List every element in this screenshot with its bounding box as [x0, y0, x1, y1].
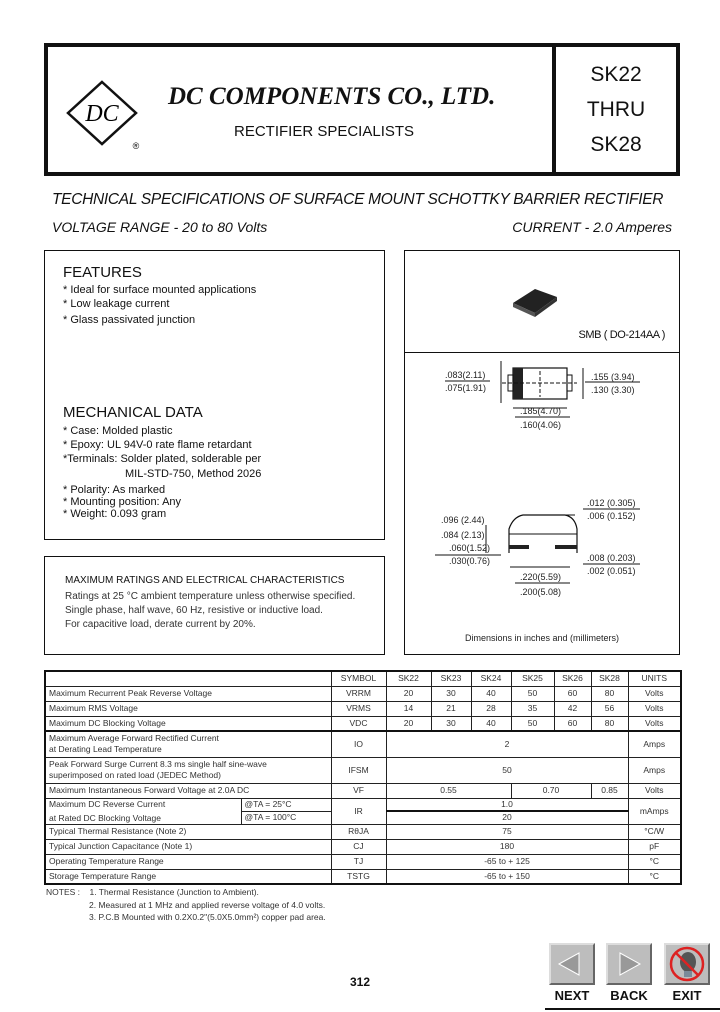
row-unit: Volts [628, 716, 681, 731]
dim-label: .096 (2.44) [441, 515, 485, 525]
row-desc [45, 757, 331, 783]
mech-item: * Mounting position: Any [63, 496, 182, 508]
cell: 14 [386, 701, 431, 716]
row-symbol: IR [331, 798, 386, 824]
desc-line: superimposed on rated load (JEDEC Method) [49, 770, 221, 780]
dim-label: .160(4.06) [520, 420, 562, 430]
cell: 1.0 [386, 798, 628, 811]
desc-line: Peak Forward Surge Current 8.3 ms single half sine-wave [49, 759, 267, 769]
cell: 40 [471, 716, 511, 731]
table-row-vrrm [45, 686, 681, 701]
cell: 80 [591, 716, 628, 731]
dim-label: .155 (3.94) [591, 372, 635, 382]
features-heading: FEATURES [63, 264, 142, 281]
dim-label: .083(2.11) [445, 370, 486, 380]
mech-item: * Polarity: As marked [63, 484, 166, 496]
col-symbol: SYMBOL [331, 671, 386, 686]
table-row-io [45, 731, 681, 757]
row-unit: Amps [628, 731, 681, 757]
row-desc: Operating Temperature Range [45, 854, 331, 869]
row-symbol: IO [331, 731, 386, 757]
row-symbol: IFSM [331, 757, 386, 783]
dim-label: .060(1.52) [449, 543, 491, 553]
header-box [44, 43, 680, 176]
condition: @TA = 25°C [241, 798, 331, 811]
svg-text:DC: DC [85, 101, 119, 127]
back-label[interactable]: BACK [610, 988, 648, 1003]
dim-label: .200(5.08) [520, 587, 562, 597]
part-range [556, 57, 676, 162]
dim-label: .075(1.91) [445, 383, 487, 393]
package-image [505, 281, 565, 321]
cell: 50 [386, 757, 628, 783]
col-part: SK26 [554, 671, 591, 686]
row-desc: Typical Thermal Resistance (Note 2) [45, 824, 331, 839]
cell: 42 [554, 701, 591, 716]
features-box [44, 250, 385, 540]
page-number: 312 [350, 975, 371, 989]
table-row-ifsm [45, 757, 681, 783]
cell: 20 [386, 811, 628, 824]
dim-label: .012 (0.305) [587, 498, 636, 508]
row-desc [45, 731, 331, 757]
package-label: SMB ( DO-214AA ) [578, 329, 665, 341]
cell: 60 [554, 716, 591, 731]
cell: 56 [591, 701, 628, 716]
row-unit: Volts [628, 701, 681, 716]
ratings-line: Single phase, half wave, 60 Hz, resistive or inductive load. [65, 605, 323, 616]
mech-item: MIL-STD-750, Method 2026 [125, 468, 262, 480]
row-unit: °C [628, 854, 681, 869]
col-part: SK24 [471, 671, 511, 686]
row-desc: Maximum RMS Voltage [45, 701, 331, 716]
package-box [404, 250, 680, 353]
dim-label: .220(5.59) [520, 572, 562, 582]
feature-item: * Ideal for surface mounted applications [63, 284, 257, 296]
ratings-line: For capacitive load, derate current by 20%. [65, 619, 256, 630]
row-symbol: VRMS [331, 701, 386, 716]
note-item: 2. Measured at 1 MHz and applied reverse voltage of 4.0 volts. [89, 899, 326, 910]
row-symbol: VRRM [331, 686, 386, 701]
exit-label[interactable]: EXIT [672, 988, 702, 1003]
dim-label: .008 (0.203) [587, 553, 636, 563]
row-desc: Maximum Recurrent Peak Reverse Voltage [45, 686, 331, 701]
cell: -65 to + 125 [386, 854, 628, 869]
back-button[interactable] [606, 943, 652, 985]
mech-item: * Weight: 0.093 gram [63, 508, 167, 520]
row-desc: Storage Temperature Range [45, 869, 331, 884]
dim-label: .185(4.70) [520, 406, 562, 416]
table-row-tj [45, 854, 681, 869]
cell: 75 [386, 824, 628, 839]
row-desc: Typical Junction Capacitance (Note 1) [45, 839, 331, 854]
cell: 30 [431, 716, 471, 731]
next-button[interactable] [549, 943, 595, 985]
table-row-tstg [45, 869, 681, 884]
dc-logo-icon [64, 77, 144, 152]
row-desc: Maximum DC Blocking Voltage [45, 716, 331, 731]
table-row-rth [45, 824, 681, 839]
col-units: UNITS [628, 671, 681, 686]
row-symbol: VF [331, 783, 386, 798]
cell: 30 [431, 686, 471, 701]
cell: 0.85 [591, 783, 628, 798]
cell: 21 [431, 701, 471, 716]
condition: @TA = 100°C [241, 811, 331, 824]
ratings-table [44, 670, 682, 885]
col-part: SK22 [386, 671, 431, 686]
dimensions-box [404, 352, 680, 655]
row-desc: Maximum Instantaneous Forward Voltage at 2.0A DC [45, 783, 331, 798]
col-part: SK23 [431, 671, 471, 686]
bottom-rule [545, 1008, 720, 1010]
desc-line: Maximum DC Reverse Current [49, 798, 166, 809]
ratings-line: Ratings at 25 °C ambient temperature unless otherwise specified. [65, 591, 356, 602]
row-symbol: TJ [331, 854, 386, 869]
row-unit: Volts [628, 686, 681, 701]
cell: 0.70 [511, 783, 591, 798]
table-row-vf [45, 783, 681, 798]
table-row-vrms [45, 701, 681, 716]
row-symbol: RθJA [331, 824, 386, 839]
cell: 50 [511, 716, 554, 731]
cell: 2 [386, 731, 628, 757]
desc-line: at Derating Lead Temperature [49, 744, 162, 755]
notes-label: NOTES : [46, 887, 81, 897]
cell: 20 [386, 686, 431, 701]
part-start: SK22 [590, 63, 642, 86]
table-row-vdc [45, 716, 681, 731]
company-subtitle: RECTIFIER SPECIALISTS [234, 123, 415, 140]
col-part: SK25 [511, 671, 554, 686]
note-item: 3. P.C.B Mounted with 0.2X0.2"(5.0X5.0mm²) copper pad area. [89, 912, 326, 922]
dim-label: .002 (0.051) [587, 566, 636, 576]
row-unit: mAmps [628, 798, 681, 824]
cell: 0.55 [386, 783, 511, 798]
feature-item: * Low leakage current [63, 298, 170, 310]
ratings-heading: MAXIMUM RATINGS AND ELECTRICAL CHARACTERISTICS [65, 575, 345, 586]
ratings-box [44, 556, 385, 655]
document-title: TECHNICAL SPECIFICATIONS OF SURFACE MOUNT SCHOTTKY BARRIER RECTIFIER [52, 191, 664, 208]
table-row-cj [45, 839, 681, 854]
part-thru: THRU [586, 98, 646, 121]
cell: 20 [386, 716, 431, 731]
dim-label: .130 (3.30) [591, 385, 635, 395]
row-unit: Amps [628, 757, 681, 783]
row-unit: pF [628, 839, 681, 854]
company-name: DC COMPONENTS CO., LTD. [168, 83, 496, 110]
right-arrow-icon [608, 945, 650, 983]
desc-line: Maximum Average Forward Rectified Current [49, 733, 219, 744]
row-unit: °C/W [628, 824, 681, 839]
dimension-caption: Dimensions in inches and (millimeters) [464, 633, 620, 643]
left-arrow-icon [551, 945, 593, 983]
table-row-ir [45, 798, 681, 811]
dim-label: .030(0.76) [449, 556, 491, 566]
cell: 28 [471, 701, 511, 716]
cell: 40 [471, 686, 511, 701]
exit-button[interactable] [664, 943, 710, 985]
dimension-drawing [405, 353, 679, 653]
cell: 80 [591, 686, 628, 701]
cell: 180 [386, 839, 628, 854]
part-end: SK28 [590, 133, 642, 156]
mechanical-heading: MECHANICAL DATA [63, 404, 203, 421]
table-header-row [45, 671, 681, 686]
cell: -65 to + 150 [386, 869, 628, 884]
col-part: SK28 [591, 671, 628, 686]
cell: 50 [511, 686, 554, 701]
row-unit: Volts [628, 783, 681, 798]
current-rating: CURRENT - 2.0 Amperes [512, 219, 672, 235]
voltage-range: VOLTAGE RANGE - 20 to 80 Volts [52, 219, 268, 235]
mech-item: * Case: Molded plastic [63, 425, 173, 437]
next-label[interactable]: NEXT [554, 988, 590, 1003]
row-symbol: TSTG [331, 869, 386, 884]
cell: 35 [511, 701, 554, 716]
desc-line: at Rated DC Blocking Voltage [49, 812, 161, 823]
notes [46, 886, 326, 924]
row-symbol: VDC [331, 716, 386, 731]
cell: 60 [554, 686, 591, 701]
dim-label: .006 (0.152) [587, 511, 636, 521]
svg-text:®: ® [132, 141, 140, 151]
mech-item: * Epoxy: UL 94V-0 rate flame retardant [63, 439, 252, 451]
no-bulb-icon [666, 945, 708, 983]
mech-item: *Terminals: Solder plated, solderable per [63, 453, 262, 465]
feature-item: * Glass passivated junction [63, 314, 196, 326]
dim-label: .084 (2.13) [441, 530, 485, 540]
row-unit: °C [628, 869, 681, 884]
note-item: 1. Thermal Resistance (Junction to Ambient). [89, 887, 259, 897]
row-desc [45, 798, 241, 824]
row-symbol: CJ [331, 839, 386, 854]
